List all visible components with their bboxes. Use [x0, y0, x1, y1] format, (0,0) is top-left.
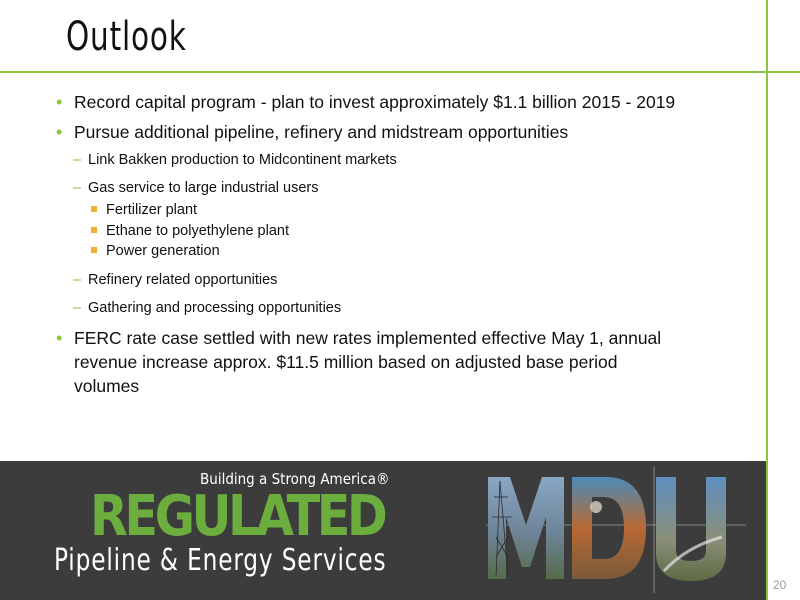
sub-sub-bullet-ethane: Ethane to polyethylene plant: [54, 221, 754, 242]
sub-bullet-bakken: – Link Bakken production to Midcontinent markets: [54, 150, 754, 170]
bullet-ferc-rate-case: [54, 326, 754, 398]
segment-label: REGULATED: [90, 484, 385, 549]
page-number: 20: [773, 578, 787, 592]
title-divider: [0, 71, 800, 73]
tagline: Building a Strong America®: [200, 470, 390, 488]
bullet-pursue-opportunities: • Pursue additional pipeline, refinery and midstream opportunities: [54, 120, 754, 144]
sub-sub-bullet-power: Power generation: [54, 241, 754, 262]
slide-content: [54, 90, 754, 404]
ferc-line-3: volumes: [74, 375, 140, 396]
sub-bullet-gas-service: – Gas service to large industrial users: [54, 178, 754, 198]
slide-title: Outlook: [66, 14, 187, 60]
footer-banner: [0, 461, 766, 600]
sub-bullet-refinery: – Refinery related opportunities: [54, 270, 754, 290]
bullet-capital-program: • Record capital program - plan to invest approximately $1.1 billion 2015 - 2019: [54, 90, 754, 114]
sub-bullet-gathering: – Gathering and processing opportunities: [54, 298, 754, 318]
business-name: Pipeline & Energy Services: [54, 543, 387, 578]
mdu-logo-icon: [486, 467, 746, 593]
ferc-line-1: FERC rate case settled with new rates implemented effective May 1, annual: [74, 327, 662, 348]
ferc-line-2: revenue increase approx. $11.5 million based on adjusted base period: [74, 351, 618, 372]
sub-sub-bullet-fertilizer: Fertilizer plant: [54, 200, 754, 221]
